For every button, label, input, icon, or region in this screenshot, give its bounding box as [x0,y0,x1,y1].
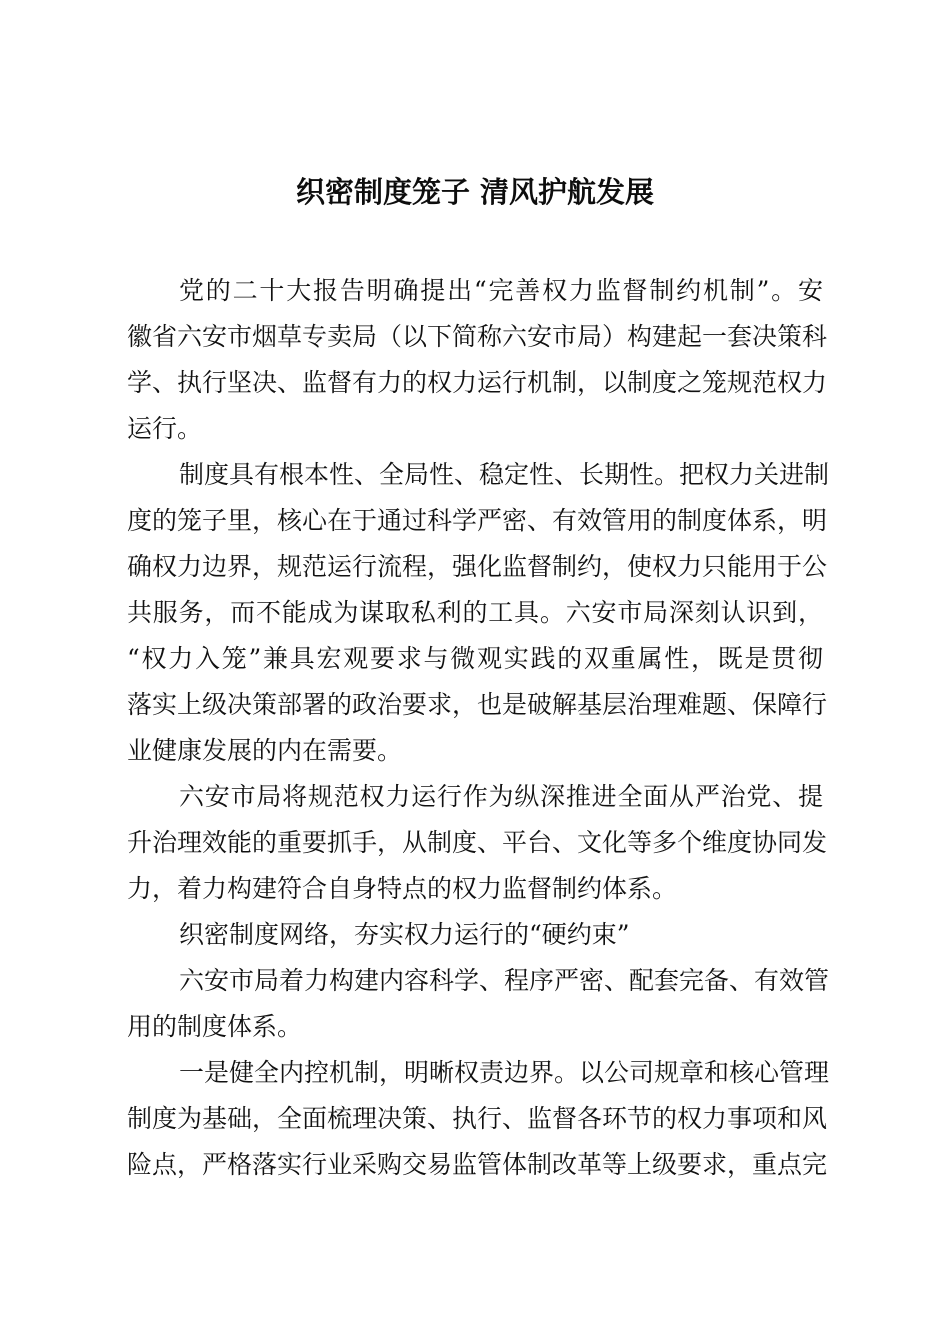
paragraph-5-line-1: 六安市局着力构建内容科学、程序严密、配套完备、有效管 [179,966,830,995]
paragraph-2-line-5: “权力入笼”兼具宏观要求与微观实践的双重属性，既是贯彻 [127,644,823,673]
paragraph-1-line-4: 运行。 [127,414,203,443]
paragraph-5-line-2: 用的制度体系。 [127,1012,303,1041]
document-body [127,268,830,1188]
paragraph-1-line-3: 学、执行坚决、监督有力的权力运行机制，以制度之笼规范权力 [127,368,828,397]
paragraph-6-line-2: 制度为基础，全面梳理决策、执行、监督各环节的权力事项和风 [127,1104,828,1133]
section-subheading: 织密制度网络，夯实权力运行的“硬约束” [179,920,630,949]
paragraph-6-line-3: 险点，严格落实行业采购交易监管体制改革等上级要求，重点完 [127,1150,828,1179]
paragraph-2-line-4: 共服务，而不能成为谋取私利的工具。六安市局深刻认识到， [127,598,823,627]
paragraph-6-line-1: 一是健全内控机制，明晰权责边界。以公司规章和核心管理 [179,1058,830,1087]
paragraph-1-line-2: 徽省六安市烟草专卖局（以下简称六安市局）构建起一套决策科 [127,322,828,351]
paragraph-3-line-1: 六安市局将规范权力运行作为纵深推进全面从严治党、提 [179,782,823,811]
paragraph-3-line-3: 力，着力构建符合自身特点的权力监督制约体系。 [127,874,678,903]
document-title: 织密制度笼子 清风护航发展 [295,175,655,209]
paragraph-2-line-6: 落实上级决策部署的政治要求，也是破解基层治理难题、保障行 [127,690,828,719]
paragraph-1-line-1: 党的二十大报告明确提出“完善权力监督制约机制”。安 [179,276,823,305]
paragraph-2-line-7: 业健康发展的内在需要。 [127,736,403,765]
paragraph-2-line-1: 制度具有根本性、全局性、稳定性、长期性。把权力关进制 [179,460,830,489]
paragraph-2-line-2: 度的笼子里，核心在于通过科学严密、有效管用的制度体系，明 [127,506,828,535]
paragraph-2-line-3: 确权力边界，规范运行流程，强化监督制约，使权力只能用于公 [127,552,828,581]
paragraph-3-line-2: 升治理效能的重要抓手，从制度、平台、文化等多个维度协同发 [127,828,828,857]
